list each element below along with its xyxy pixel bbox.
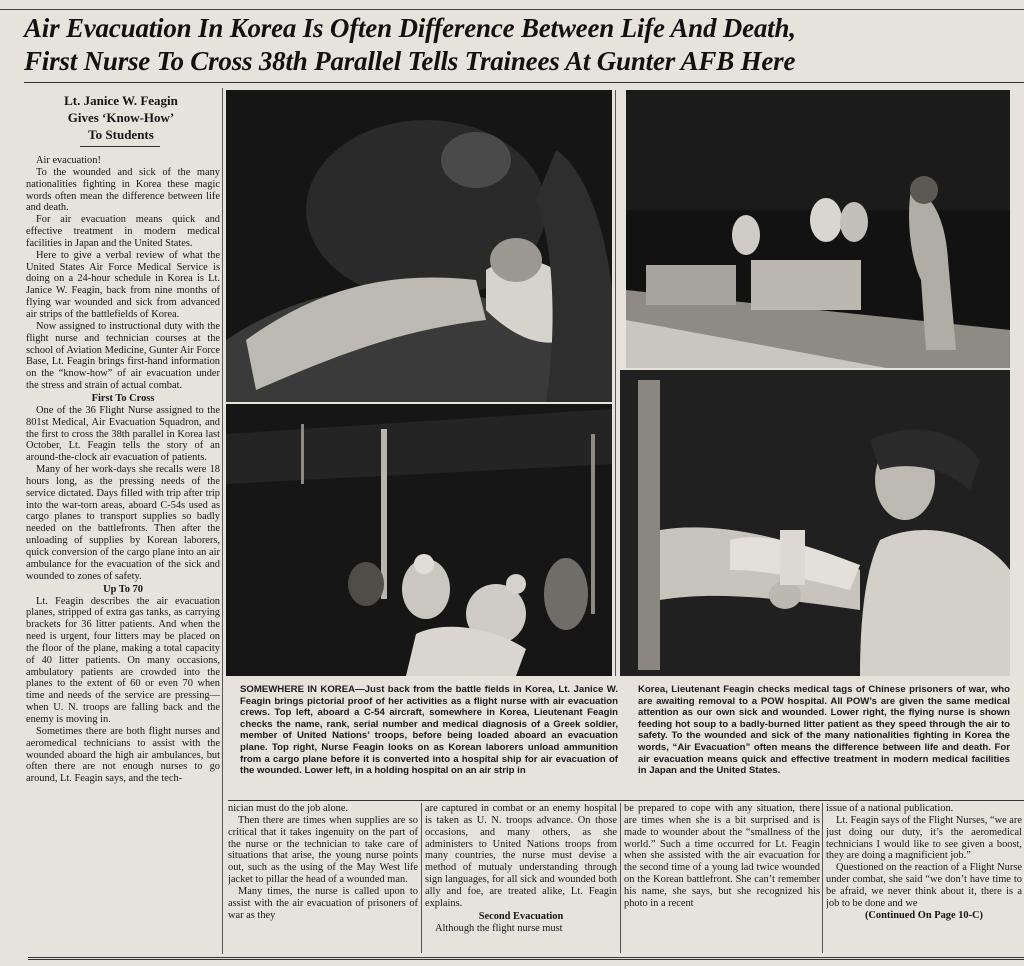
headline-line-2: First Nurse To Cross 38th Parallel Tells Trainees At Gunter AFB Here [24,46,796,76]
story-column-5 [826,803,1022,955]
column-divider [620,803,621,953]
paragraph: be prepared to cope with any situation, there are times when she is a bit surprised and is made to wounder about the “smallness of the world.” Such a time occurred for Lt. Feagin when she assisted with the air evacuation for the second time of a young lad twice wounded on the Korean battlefront. She can’t remember his name, she says, but she recognized his photo in a recent [624,803,820,909]
story-column-1 [26,155,220,955]
paragraph: Lt. Feagin says of the Flight Nurses, “we are just doing our duty, it’s the aeromedical technicians I would like to see given a boost, they are doing a magnificient job.” [826,814,1022,862]
paragraph: Now assigned to instructional duty with the flight nurse and technician courses at the school of Aviation Medicine, Gunter Air Force Base, Lt. Feagin brings first-hand information on the “know-how” of air evacuation under the stress and strain of actual combat. [26,320,220,392]
paragraph: Lt. Feagin describes the air evacuation planes, stripped of extra gas tanks, as carrying brackets for 36 litter patients. And when the need is urgent, four litters may be placed on the floor of the plane, making a total capacity of 40 litter patients. On many occasions, ambulatory patients are crowded into the planes to the extent of 60 or even 70 when time and needs of the service are pressing—when U. N. troops are falling back and the enemy is moving in. [26,595,220,725]
headline-line-1: Air Evacuation In Korea Is Often Difference Between Life And Death, [24,13,796,43]
photo-caption-right [638,684,1010,777]
caption-rule [228,800,1024,801]
paragraph: To the wounded and sick of the many nationalities fighting in Korea these magic words often mean the difference between life and death. [26,166,220,214]
subhead-line-2: Gives ‘Know-How’ [67,110,175,125]
paragraph: are captured in combat or an enemy hospital is taken as U. N. troops advance. On those occasions, and many others, as she administers to United Nations troops from many countries, the nurse must devise a method of mutualy understanding through sign languages, for all sick and wounded both ally and foe, are treated alike, Lt. Feagin explains. [425,803,617,909]
photo-image [620,370,1010,676]
page-folio [0,0,1024,10]
column-divider [822,803,823,953]
paragraph: Many of her work-days she recalls were 18 hours long, as the pressing needs of the service dictated. Days filled with trip after trip into the war-torn areas, aboard C-54s used as cargo planes to transport supplies so badly needed on the battlefronts. Then after the unloading of supplies by Korean laborers, quick conversion of the cargo plane into an air ambulance for the evacuation of the sick and wounded to zones of safety. [26,464,220,582]
story-column-4 [624,803,820,953]
crosshead-second-evacuation: Second Evacuation [478,910,564,922]
photo-caption-left [240,684,618,777]
paragraph: Many times, the nurse is called upon to assist with the air evacuation of prisoners of war as they [228,885,418,921]
subhead-line-3: To Students [88,127,154,142]
crosshead-first-to-cross: First To Cross [91,392,155,404]
photo-nurse-feeding-patient [620,370,1010,676]
crosshead-up-to-70: Up To 70 [103,583,143,595]
column-divider [222,88,223,954]
paragraph: issue of a national publication. [826,803,954,814]
subhead-line-1: Lt. Janice W. Feagin [64,93,178,108]
photo-nurse-checking-greek-soldier [226,90,612,402]
column-divider [421,803,422,953]
paragraph: Air evacuation! [36,155,101,166]
caption-text-left: —Just back from the battle fields in Korea, Lt. Janice W. Feagin brings pictorial proof of her activities as a flight nurse with air evacuation crews. Top left, aboard a C-54 aircraft, somewhere in Korea, Lieutenant Feagin checks the name, rank, serial number and medical diagnosis of a Greek soldier, member of United Nations’ troops, before being loaded aboard an evacuation plane. Top right, Nurse Feagin looks on as Korean laborers unload ammunition from a cargo plane before it is converted into a hospital ship for air evacuation of the wounded. Lower left, in a holding hospital on an air strip in [240,684,618,777]
subhead-rule [80,146,160,147]
paragraph: Questioned on the reaction of a Flight Nurse under combat, she said “we don’t have time to be afraid, we never think about it, there is a job to be done and we [826,862,1022,909]
paragraph: One of the 36 Flight Nurse assigned to the 801st Medical, Air Evacuation Squadron, and the first to cross the 38th parallel in Korea last October, Lt. Feagin tells the story of an around-the-clock air evacuation of patients. [26,404,220,464]
paragraph: Although the flight nurse must [435,922,563,934]
caption-lead: SOMEWHERE IN KOREA [240,684,356,695]
paragraph: For air evacuation means quick and effective treatment in modern medical facilities in Japan and the United States. [26,214,220,249]
caption-text-right: Korea, Lieutenant Feagin checks medical tags of Chinese prisoners of war, who are awaiting removal to a POW hospital. All POW’s are given the same medical attention as our own sick and wounded. Lower right, the flying nurse is shown feeding hot soup to a badly-burned litter patient as they speed through the air to safety. To the wounded and sick of the many nationalities fighting in Korea the words, “Air Evacuation” often means the difference between life and death. For air evacuation means quick and effective treatment in modern medical facilities in Japan and the United States. [638,684,1010,777]
story-column-3 [425,803,617,953]
paragraph: Sometimes there are both flight nurses and aeromedical technicians to assist with the wounded aboard the high air ambulances, but often there are not enough nurses to go around, Lt. Feagin says, and the tech- [26,725,220,785]
paragraph: Then there are times when supplies are so critical that it takes ingenuity on the part of the nurse or the technician to take care of situations that arise, the young nurse points out, such as the using of the May West life jacket to pillar the head of a wounded man. [228,814,418,886]
headline-rule [24,82,1024,83]
story-column-2 [228,803,418,953]
photo-chinese-prisoners-of-war [226,404,612,676]
continued-on-page-notice: (Continued On Page 10-C) [864,909,984,921]
photo-laborers-unloading-ammunition [626,90,1010,368]
story-subhead [26,92,216,143]
headline [24,12,1014,78]
photo-divider [615,90,616,676]
photo-image [626,90,1010,368]
page-bottom-rule [28,957,1024,960]
photo-image [226,90,612,402]
paragraph: nician must do the job alone. [228,803,349,814]
paragraph: Here to give a verbal review of what the United States Air Force Medical Service is doing on a 24-hour schedule in Korea is Lt. Janice W. Feagin, back from nine months of flying war wounded and sick from advanced air strips of the battlefields of Korea. [26,249,220,320]
photo-image [226,404,612,676]
